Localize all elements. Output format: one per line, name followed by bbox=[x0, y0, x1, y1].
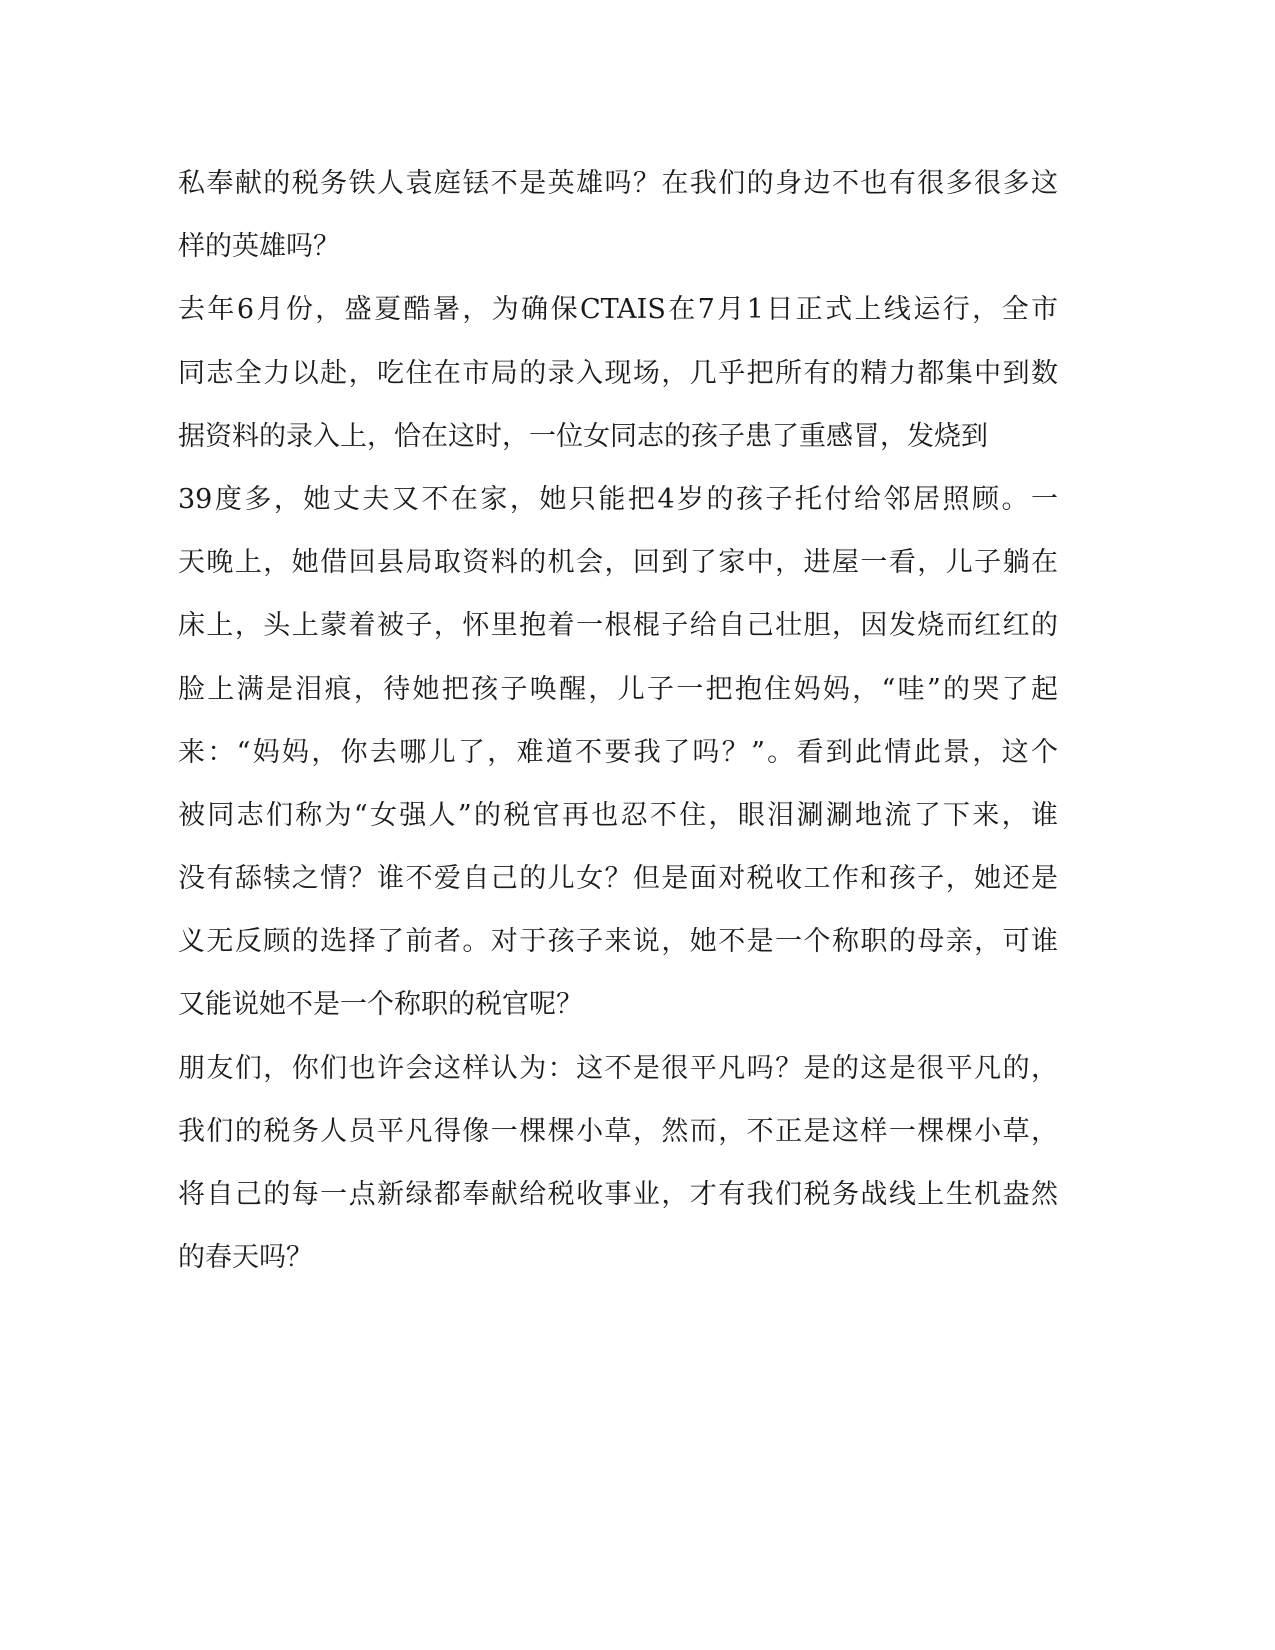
body-text bbox=[178, 152, 1058, 1289]
text-line: 床上，头上蒙着被子，怀里抱着一根棍子给自己壮胆，因发烧而红红的 bbox=[178, 610, 1058, 642]
text-line: 脸上满是泪痕，待她把孩子唤醒，儿子一把抱住妈妈，“哇”的哭了起 bbox=[178, 673, 1058, 705]
text-line: 我们的税务人员平凡得像一棵棵小草，然而，不正是这样一棵棵小草， bbox=[178, 1115, 1058, 1147]
text-line: 去年6月份，盛夏酷暑，为确保CTAIS在7月1日正式上线运行，全市 bbox=[178, 294, 1058, 326]
text-line: 来：“妈妈，你去哪儿了，难道不要我了吗？”。看到此情此景，这个 bbox=[178, 736, 1058, 768]
text-line: 天晚上，她借回县局取资料的机会，回到了家中，进屋一看，儿子躺在 bbox=[178, 547, 1058, 579]
text-line: 39度多，她丈夫又不在家，她只能把4岁的孩子托付给邻居照顾。一 bbox=[178, 483, 1058, 515]
paragraph-2 bbox=[178, 278, 1058, 1036]
text-line: 又能说她不是一个称职的税官呢？ bbox=[178, 989, 583, 1021]
text-line: 私奉献的税务铁人袁庭铥不是英雄吗？在我们的身边不也有很多很多这 bbox=[178, 168, 1058, 199]
text-line: 被同志们称为“女强人”的税官再也忍不住，眼泪涮涮地流了下来，谁 bbox=[178, 799, 1058, 831]
text-line: 同志全力以赴，吃住在市局的录入现场，几乎把所有的精力都集中到数 bbox=[178, 357, 1058, 389]
text-line: 将自己的每一点新绿都奉献给税收事业，才有我们税务战线上生机盎然 bbox=[178, 1179, 1058, 1210]
paragraph-1 bbox=[178, 152, 1058, 278]
text-line: 的春天吗？ bbox=[178, 1242, 313, 1274]
paragraph-3 bbox=[178, 1037, 1058, 1290]
text-line: 朋友们，你们也许会这样认为：这不是很平凡吗？是的这是很平凡的， bbox=[178, 1052, 1058, 1084]
text-line: 没有舔犊之情？谁不爱自己的儿女？但是面对税收工作和孩子，她还是 bbox=[178, 863, 1058, 895]
text-line: 义无反顾的选择了前者。对于孩子来说，她不是一个称职的母亲，可谁 bbox=[178, 926, 1058, 958]
text-line: 样的英雄吗？ bbox=[178, 231, 340, 263]
text-line: 据资料的录入上，恰在这时，一位女同志的孩子患了重感冒，发烧到 bbox=[178, 420, 988, 452]
